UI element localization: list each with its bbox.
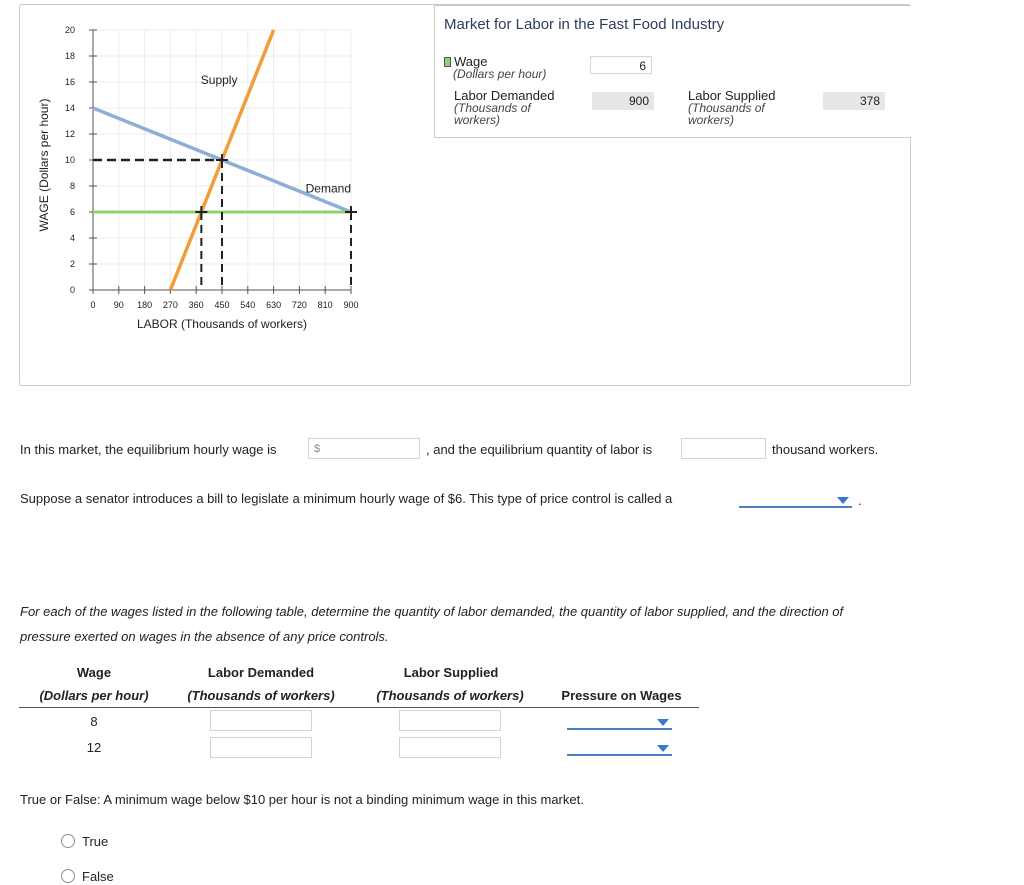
dollar-sign: $ [314,443,321,455]
demanded-sub: (Thousands of workers) [454,101,531,127]
row-2-supplied-input[interactable] [399,737,501,758]
y-tick-label-14: 14 [64,103,75,113]
demand-curve-label: Demand [305,181,351,196]
th-supplied-sub: (Thousands of workers) [376,688,524,703]
row-1-demanded-input[interactable] [210,710,312,731]
row-2-pressure-dropdown[interactable] [567,742,672,756]
radio-false-label: False [82,869,114,884]
q3-text: True or False: A minimum wage below $10 per hour is not a binding minimum wage in this market. [20,792,584,807]
demanded-value: 900 [592,92,654,110]
y-tick-label-20: 20 [64,25,75,35]
equilibrium-quantity-input[interactable] [681,438,766,459]
supplied-legend [688,90,798,126]
chevron-down-icon [837,497,849,504]
instructions-line-2: pressure exerted on wages in the absence of any price controls. [20,629,389,644]
th-supplied: Labor Supplied [403,665,499,680]
equilibrium-wage-input[interactable] [308,438,420,459]
instructions-line-1: For each of the wages listed in the following table, determine the quantity of labor demanded, the quantity of labor supplied, and the direction of [20,604,844,619]
th-demanded-sub: (Thousands of workers) [187,688,335,703]
th-wage-sub: (Dollars per hour) [39,688,149,703]
demanded-legend [454,90,574,126]
x-tick-label-810: 810 [317,300,333,310]
x-tick-label-900: 900 [343,300,359,310]
chevron-down-icon [657,745,669,752]
y-axis-label: WAGE (Dollars per hour) [37,98,51,232]
supplied-label: Labor Supplied [688,88,776,103]
th-demanded: Labor Demanded [207,665,315,680]
x-tick-label-630: 630 [266,300,282,310]
wage-label: Wage [454,54,488,69]
y-tick-label-0: 0 [69,285,75,295]
wage-sub: (Dollars per hour) [453,67,547,81]
y-tick-label-8: 8 [69,181,75,191]
y-tick-label-18: 18 [64,51,75,61]
th-wage: Wage [76,665,112,680]
radio-false[interactable] [61,869,75,883]
y-tick-label-12: 12 [64,129,75,139]
info-box [434,5,911,138]
q2-period: . [858,493,862,508]
supplied-value: 378 [823,92,885,110]
row-1-wage: 8 [90,714,98,729]
y-tick-label-6: 6 [69,207,75,217]
q2-text: Suppose a senator introduces a bill to legislate a minimum hourly wage of $6. This type of price control is called a [20,491,673,506]
wage-legend-swatch [444,57,451,67]
q1-prefix: In this market, the equilibrium hourly wage is [20,442,277,457]
price-control-dropdown[interactable] [739,494,852,508]
wage-legend [444,56,546,80]
chevron-down-icon [657,719,669,726]
y-tick-label-4: 4 [69,233,75,243]
x-tick-label-720: 720 [291,300,307,310]
x-tick-label-0: 0 [90,300,96,310]
x-tick-label-180: 180 [137,300,153,310]
table-header-rule [19,707,699,708]
x-tick-label-450: 450 [214,300,230,310]
radio-true[interactable] [61,834,75,848]
row-2-wage: 12 [86,740,102,755]
q1-middle: , and the equilibrium quantity of labor is [426,442,653,457]
info-title: Market for Labor in the Fast Food Industry [444,16,725,33]
th-pressure: Pressure on Wages [561,688,682,703]
wage-value[interactable]: 6 [590,56,652,74]
row-1-supplied-input[interactable] [399,710,501,731]
x-tick-label-540: 540 [240,300,256,310]
x-tick-label-360: 360 [188,300,204,310]
radio-true-label: True [82,834,109,849]
supply-curve-label: Supply [200,73,238,87]
supplied-sub: (Thousands of workers) [688,101,765,127]
y-tick-label-10: 10 [64,155,75,165]
x-tick-label-90: 90 [113,300,124,310]
x-tick-label-270: 270 [162,300,178,310]
y-tick-label-2: 2 [69,259,75,269]
row-1-pressure-dropdown[interactable] [567,716,672,730]
row-2-demanded-input[interactable] [210,737,312,758]
demanded-label: Labor Demanded [454,88,555,103]
q1-suffix: thousand workers. [772,442,879,457]
labor-market-chart[interactable] [0,0,434,386]
x-axis-label: LABOR (Thousands of workers) [136,317,308,331]
y-tick-label-16: 16 [64,77,75,87]
